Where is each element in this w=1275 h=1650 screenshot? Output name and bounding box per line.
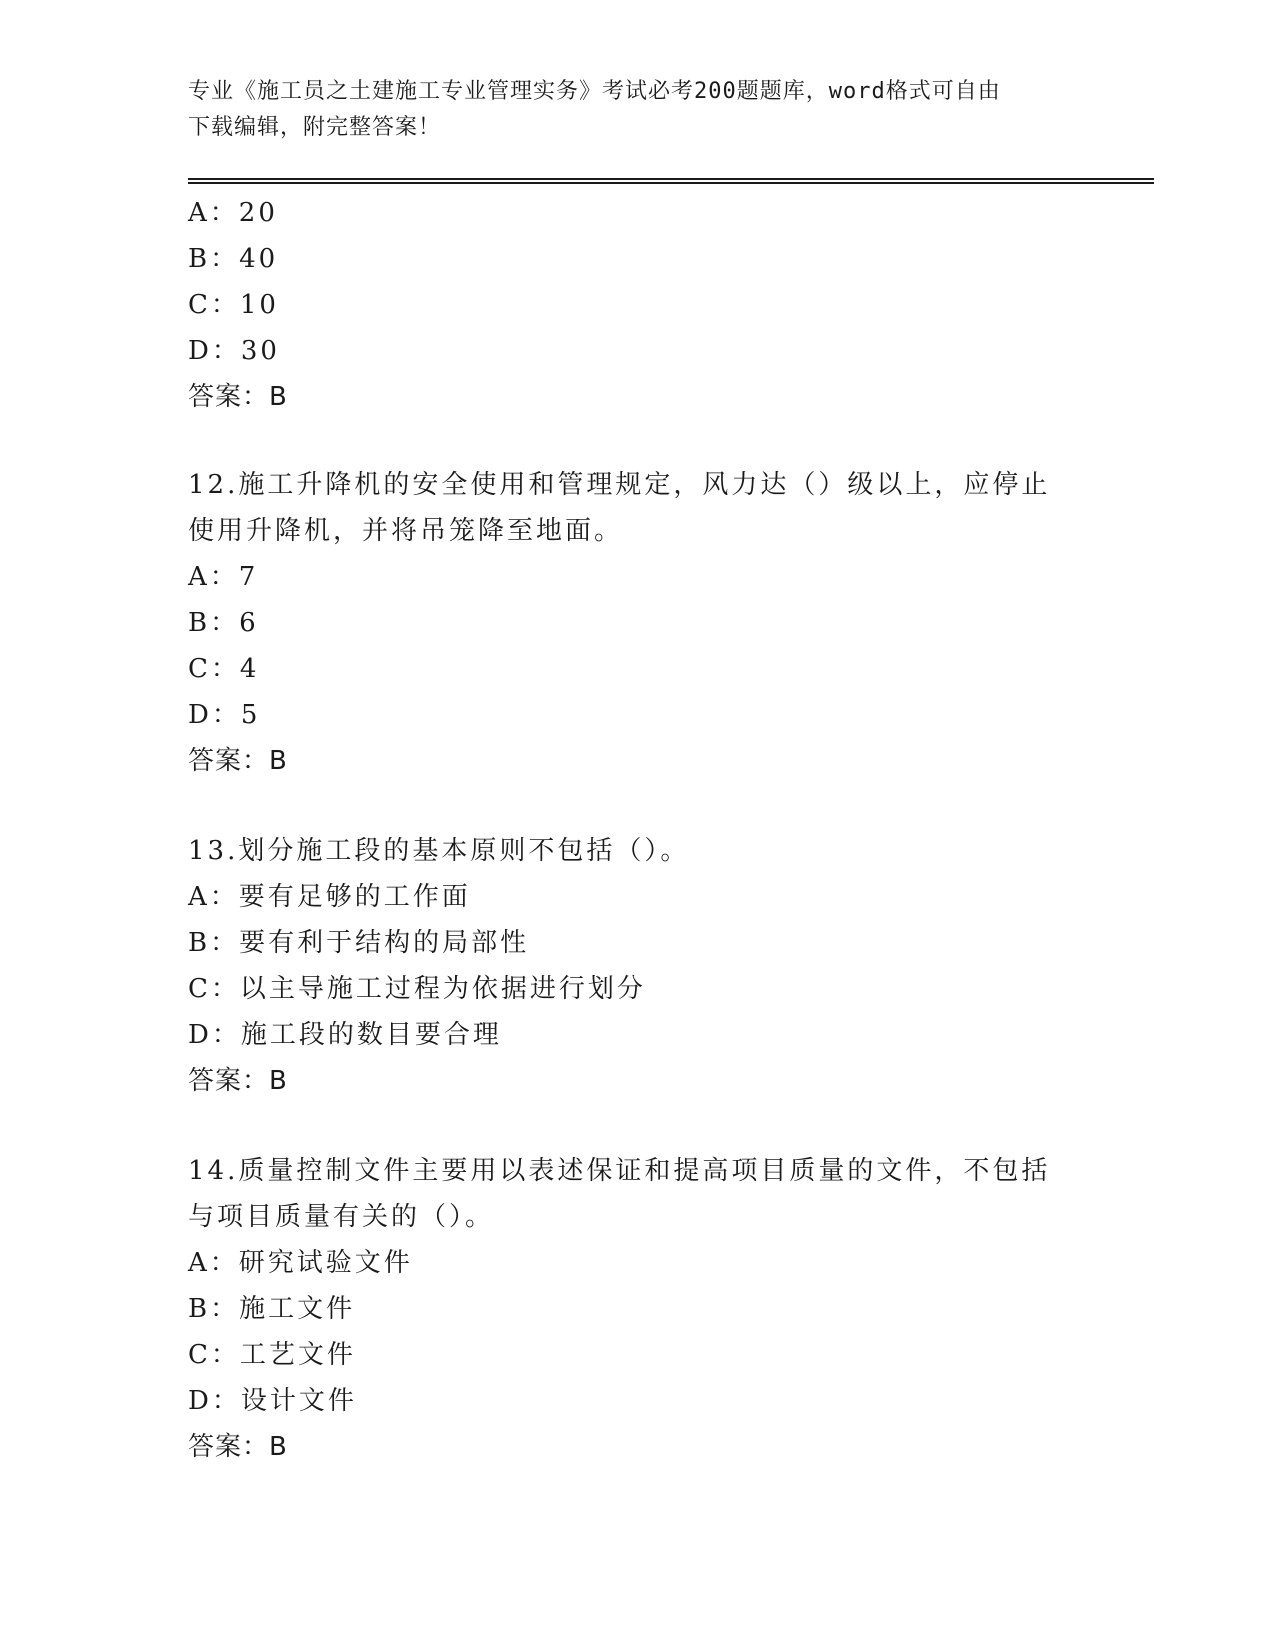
option-b: B：要有利于结构的局部性 [188, 928, 530, 958]
option-d: D：施工段的数目要合理 [188, 1020, 502, 1050]
question-stem: 13.划分施工段的基本原则不包括（）。 [188, 836, 690, 866]
option-d: D：30 [188, 336, 280, 366]
question-12 [188, 462, 1088, 784]
option-c: C：10 [188, 290, 279, 320]
question-stem: 12.施工升降机的安全使用和管理规定，风力达（）级以上，应停止使用升降机，并将吊笼降至地面。 [188, 470, 1051, 546]
option-d: D：5 [188, 700, 261, 730]
option-b: B：施工文件 [188, 1294, 356, 1324]
option-b: B：6 [188, 608, 259, 638]
question-list [188, 190, 1088, 1470]
answer-label: 答案：B [188, 1066, 288, 1096]
option-b: B：40 [188, 244, 279, 274]
option-c: C：4 [188, 654, 260, 684]
header-divider [188, 178, 1154, 184]
question-partial [188, 190, 1088, 420]
option-a: A：要有足够的工作面 [188, 882, 471, 912]
question-14 [188, 1148, 1088, 1470]
answer-label: 答案：B [188, 746, 288, 776]
answer-label: 答案：B [188, 382, 288, 412]
question-13 [188, 828, 1088, 1104]
option-a: A：研究试验文件 [188, 1248, 413, 1278]
header-title-line-1: 专业《施工员之土建施工专业管理实务》考试必考200题题库，word格式可自由 [188, 79, 1001, 104]
option-a: A：7 [188, 562, 259, 592]
option-a: A：20 [188, 198, 278, 228]
document-header [188, 74, 1068, 146]
answer-label: 答案：B [188, 1432, 288, 1462]
option-d: D：设计文件 [188, 1386, 357, 1416]
option-c: C：工艺文件 [188, 1340, 356, 1370]
option-c: C：以主导施工过程为依据进行划分 [188, 974, 646, 1004]
question-stem: 14.质量控制文件主要用以表述保证和提高项目质量的文件，不包括与项目质量有关的（）。 [188, 1156, 1051, 1232]
header-title-line-2: 下载编辑，附完整答案！ [188, 115, 442, 140]
